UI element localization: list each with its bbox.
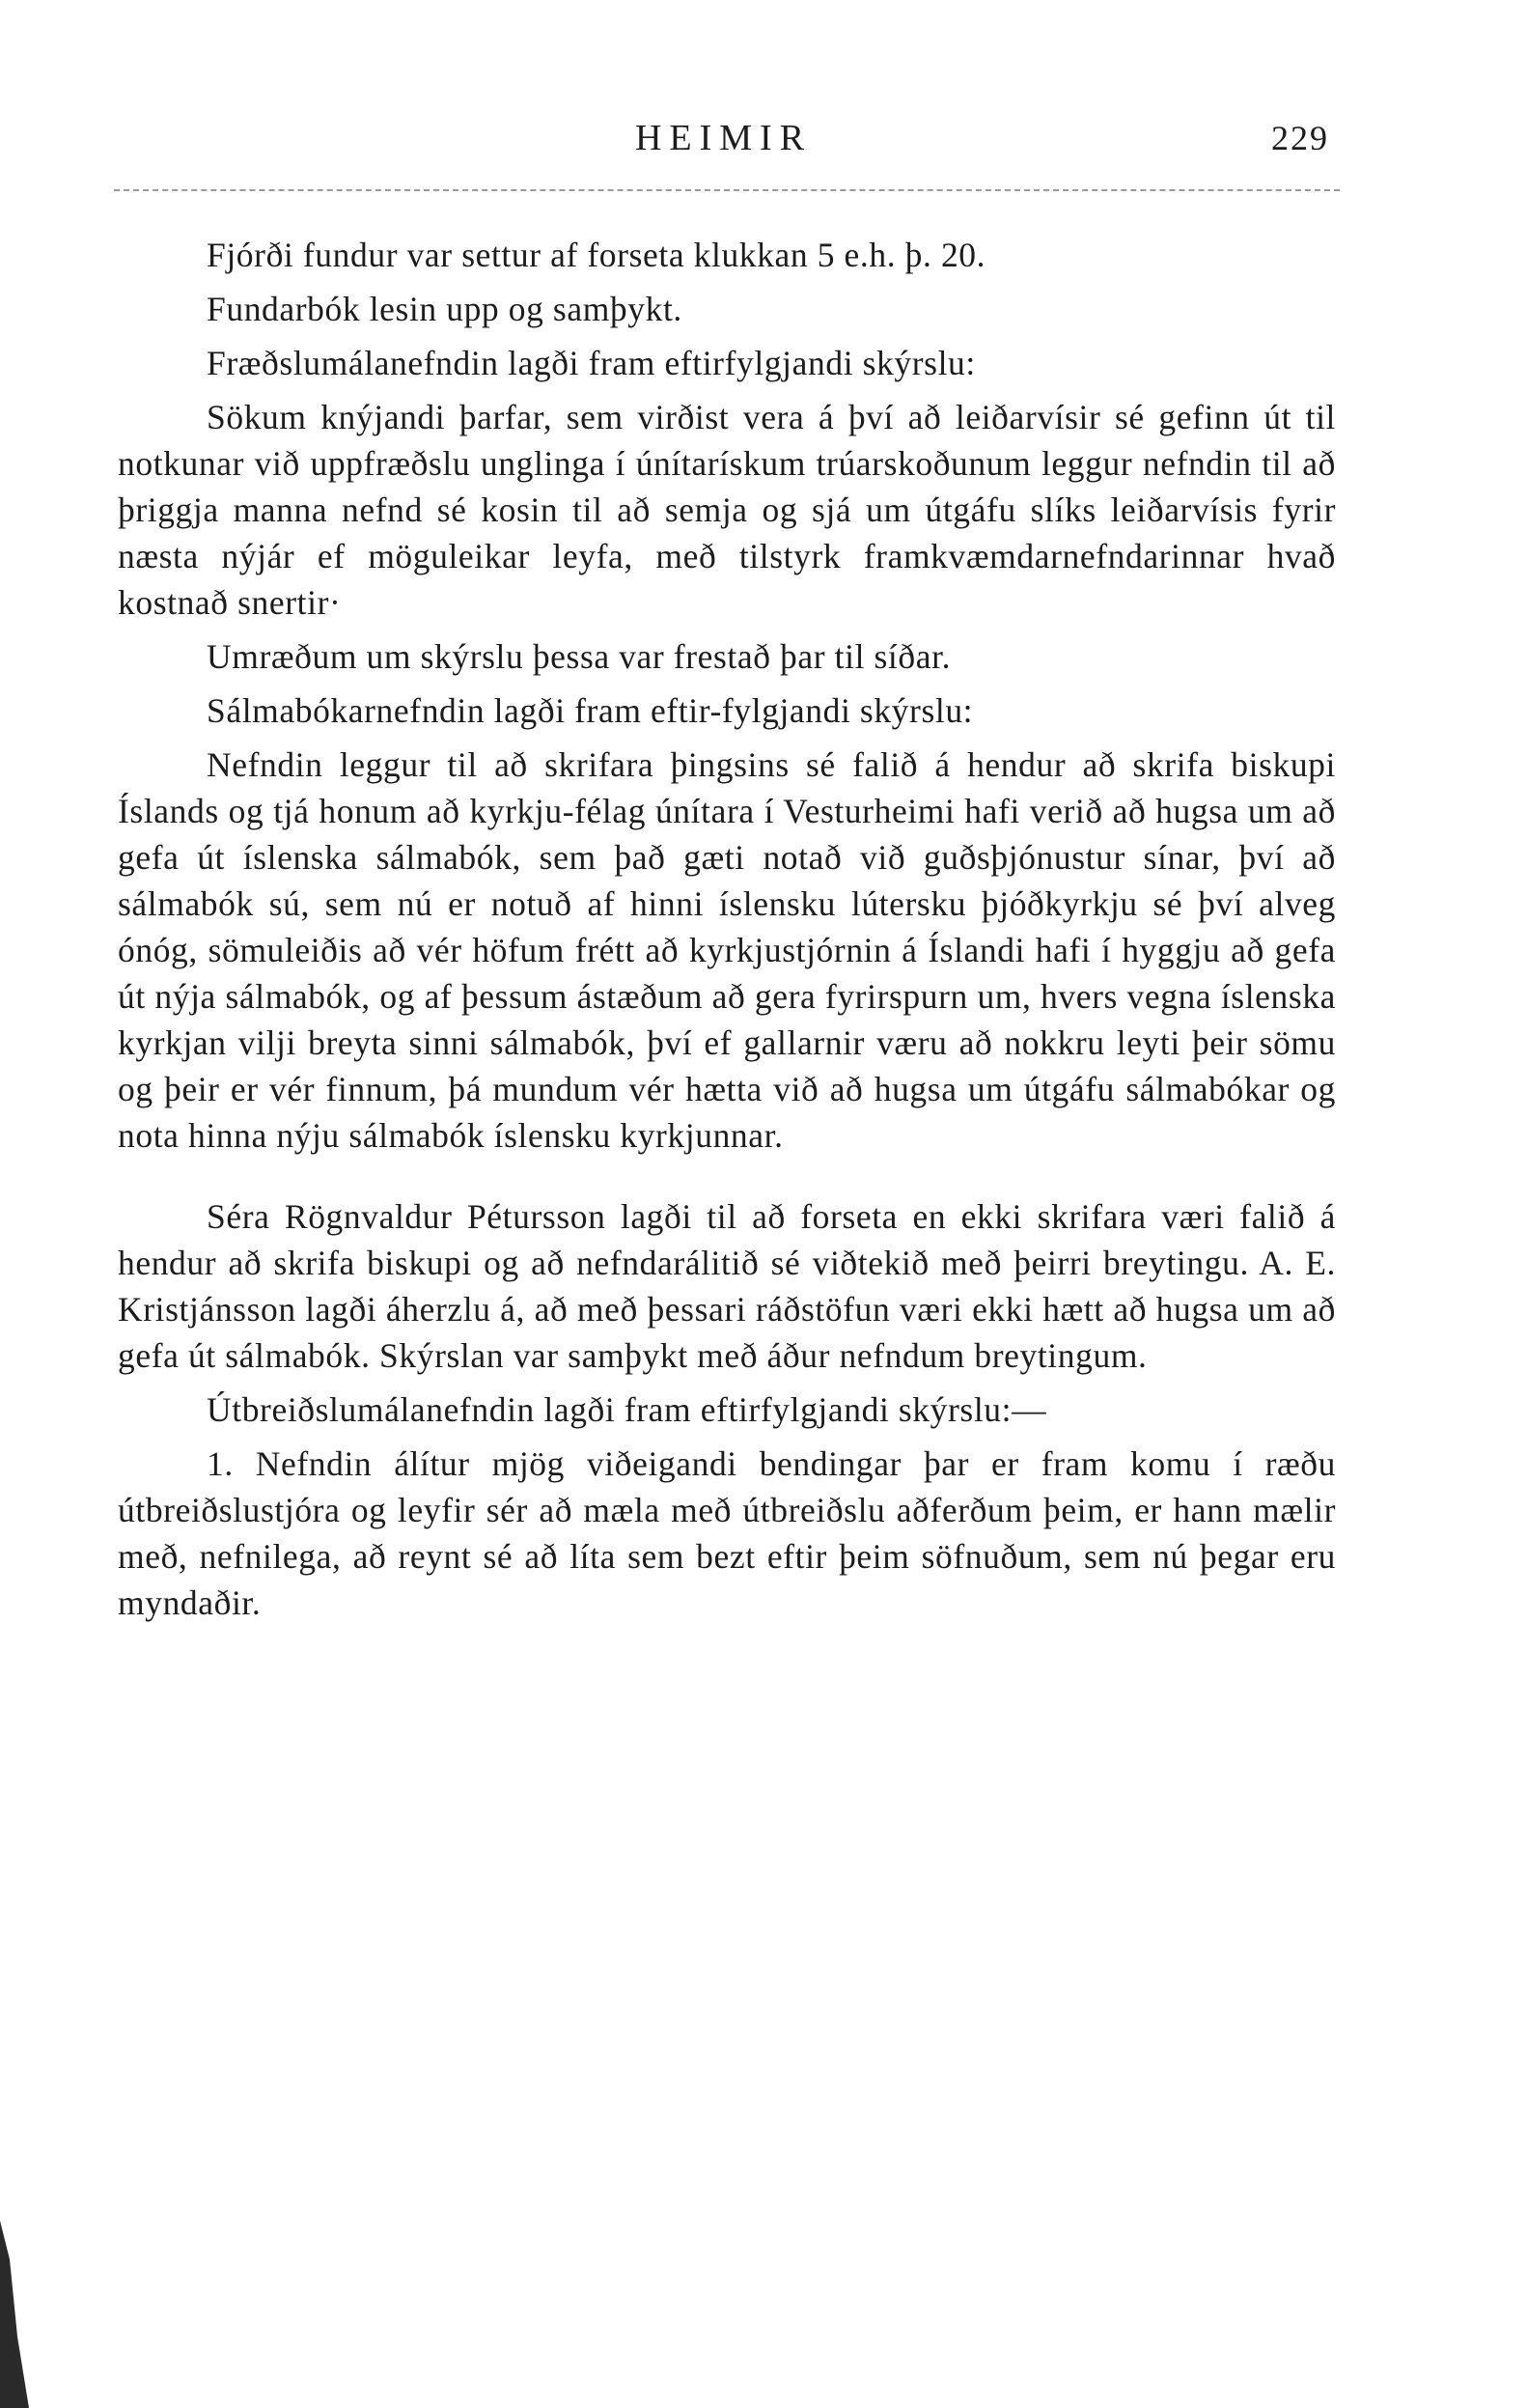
paragraph-hymnal-committee-intro: Sálmabókarnefndin lagði fram eftir-fylgjandi skýrslu: [207, 691, 974, 730]
page-edge-mark [0, 2221, 50, 2408]
paragraph-amendment-motion: Séra Rögnvaldur Pétursson lagði til að forseta en ekki skrifara væri falið á hendur að skrifa biskupi og að nefndarálitið sé viðtekið með þeirri breytingu. A. E. Kristjánsson lagði áherzlu á, að með þessari ráðstöfun væri ekki hætt að hugsa um að gefa út sálmabók. Skýrslan var samþykt með áður nefndum breytingum. [118, 1197, 1336, 1375]
page-number: 229 [1271, 119, 1329, 157]
paragraph-discussion-postponed: Umræðum um skýrslu þessa var frestað þar til síðar. [207, 637, 952, 676]
page-header [118, 114, 1329, 172]
paragraph-education-committee-intro: Fræðslumálanefndin lagði fram eftirfylgjandi skýrslu: [207, 344, 976, 382]
body-text [118, 232, 1336, 1634]
paragraph-outreach-item-1: 1. Nefndin álítur mjög viðeigandi bendingar þar er fram komu í ræðu útbreiðslustjóra og leyfir sér að mæla með útbreiðslu aðferðum þeim, er hann mælir með, nefnilega, að reynt sé að líta sem bezt eftir þeim söfnuðum, sem nú þegar eru myndaðir. [118, 1444, 1336, 1622]
running-title: HEIMIR [634, 118, 813, 158]
paragraph-outreach-committee-intro: Útbreiðslumálanefndin lagði fram eftirfylgjandi skýrslu:— [207, 1390, 1047, 1429]
paragraph-minutes-approved: Fundarbók lesin upp og samþykt. [207, 290, 682, 328]
paragraph-hymnal-committee-report: Nefndin leggur til að skrifara þingsins sé falið á hendur að skrifa biskupi Íslands og tjá honum að kyrkju-félag únítara í Vesturheimi hafi verið að hugsa um að gefa út íslenska sálmabók, sem það gæti notað við guðsþjónustur sínar, því að sálmabók sú, sem nú er notuð af hinni íslensku lútersku þjóðkyrkju sé því alveg ónóg, sömuleiðis að vér höfum frétt að kyrkjustjórnin á Íslandi hafi í hyggju að gefa út nýja sálmabók, og af þessum ástæðum að gera fyrirspurn um, hvers vegna íslenska kyrkjan vilji breyta sinni sálmabók, því ef gallarnir væru að nokkru leyti þeir sömu og þeir er vér finnum, þá mundum vér hætta við að hugsa um útgáfu sálmabókar og nota hinna nýju sálmabók íslensku kyrkjunnar. [118, 745, 1336, 1155]
paragraph-meeting-opened: Fjórði fundur var settur af forseta klukkan 5 e.h. þ. 20. [207, 236, 986, 274]
paragraph-education-committee-report: Sökum knýjandi þarfar, sem virðist vera á því að leiðarvísir sé gefinn út til notkunar við uppfræðslu unglinga í únítarískum trúarskoðunum leggur nefndin til að þriggja manna nefnd sé kosin til að semja og sjá um útgáfu slíks leiðarvísis fyrir næsta nýjár ef möguleikar leyfa, með tilstyrk framkvæmdarnefndarinnar hvað kostnað snertir· [118, 398, 1336, 622]
header-rule [114, 189, 1340, 191]
